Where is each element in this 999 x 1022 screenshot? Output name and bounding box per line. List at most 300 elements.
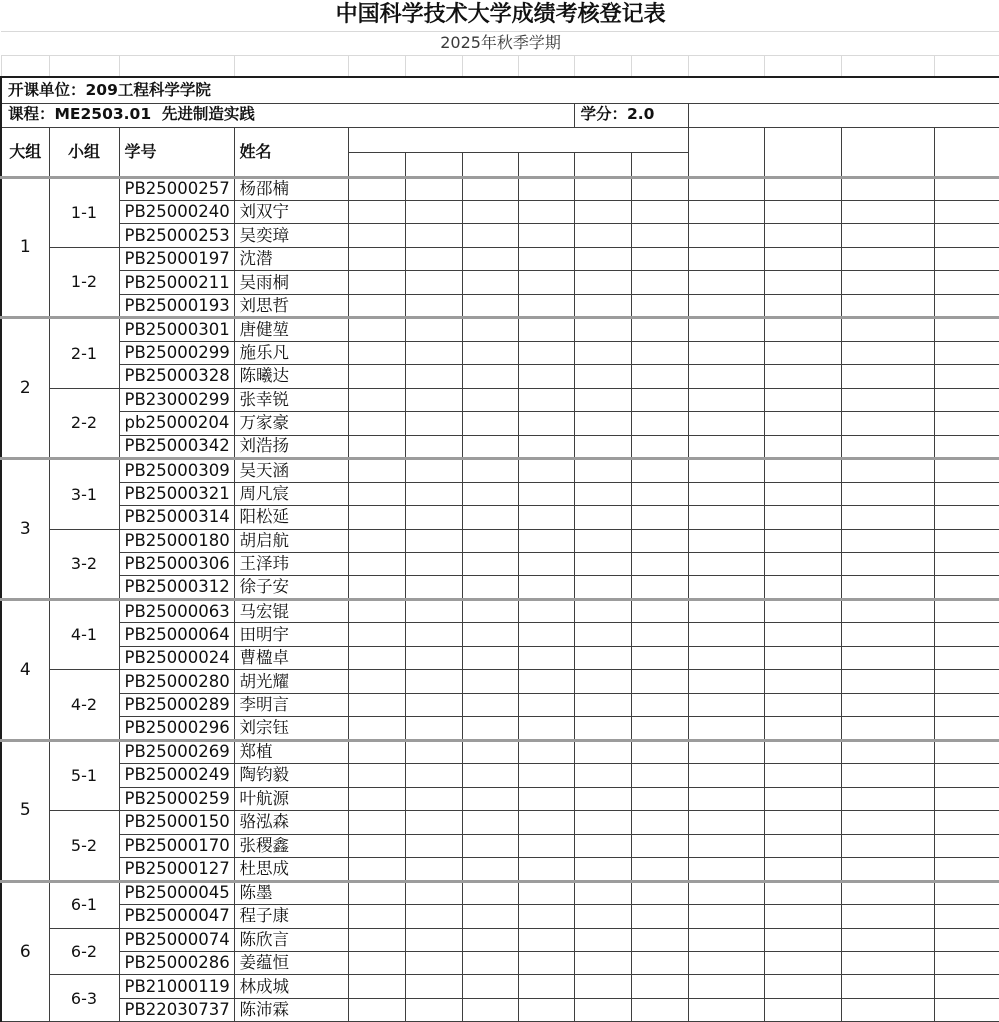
score-cell[interactable] — [462, 318, 518, 341]
score-cell[interactable] — [764, 365, 841, 388]
score-cell[interactable] — [405, 693, 462, 716]
score-cell[interactable] — [348, 459, 405, 482]
score-cell[interactable] — [574, 318, 631, 341]
score-cell[interactable] — [934, 975, 999, 998]
score-cell[interactable] — [841, 247, 934, 270]
score-cell[interactable] — [631, 271, 688, 294]
score-cell[interactable] — [631, 200, 688, 223]
score-cell[interactable] — [934, 670, 999, 693]
score-cell[interactable] — [764, 670, 841, 693]
score-cell[interactable] — [462, 646, 518, 669]
score-cell[interactable] — [764, 623, 841, 646]
score-cell[interactable] — [405, 787, 462, 810]
score-cell[interactable] — [462, 693, 518, 716]
score-cell[interactable] — [841, 294, 934, 317]
score-cell[interactable] — [934, 858, 999, 881]
score-cell[interactable] — [934, 623, 999, 646]
score-cell[interactable] — [688, 740, 764, 763]
score-cell[interactable] — [348, 881, 405, 904]
score-cell[interactable] — [764, 506, 841, 529]
score-cell[interactable] — [574, 787, 631, 810]
score-cell[interactable] — [841, 670, 934, 693]
score-cell[interactable] — [688, 599, 764, 622]
score-cell[interactable] — [574, 905, 631, 928]
score-cell[interactable] — [518, 365, 574, 388]
score-cell[interactable] — [934, 459, 999, 482]
score-cell[interactable] — [631, 834, 688, 857]
score-cell[interactable] — [348, 928, 405, 951]
score-cell[interactable] — [841, 599, 934, 622]
score-cell[interactable] — [405, 388, 462, 411]
score-cell[interactable] — [764, 388, 841, 411]
score-cell[interactable] — [462, 717, 518, 740]
score-cell[interactable] — [462, 787, 518, 810]
score-cell[interactable] — [574, 834, 631, 857]
score-cell[interactable] — [841, 365, 934, 388]
score-cell[interactable] — [518, 717, 574, 740]
score-cell[interactable] — [688, 975, 764, 998]
score-cell[interactable] — [405, 365, 462, 388]
score-cell[interactable] — [934, 247, 999, 270]
score-cell[interactable] — [934, 529, 999, 552]
score-cell[interactable] — [841, 318, 934, 341]
score-cell[interactable] — [462, 928, 518, 951]
score-cell[interactable] — [348, 200, 405, 223]
score-cell[interactable] — [462, 951, 518, 974]
score-cell[interactable] — [688, 341, 764, 364]
score-cell[interactable] — [764, 717, 841, 740]
score-cell[interactable] — [688, 881, 764, 904]
score-cell[interactable] — [631, 717, 688, 740]
score-cell[interactable] — [574, 951, 631, 974]
score-cell[interactable] — [631, 553, 688, 576]
score-cell[interactable] — [934, 482, 999, 505]
score-cell[interactable] — [631, 811, 688, 834]
score-cell[interactable] — [764, 435, 841, 458]
score-cell[interactable] — [688, 365, 764, 388]
score-cell[interactable] — [764, 951, 841, 974]
score-cell[interactable] — [631, 928, 688, 951]
score-cell[interactable] — [631, 764, 688, 787]
score-cell[interactable] — [688, 928, 764, 951]
score-cell[interactable] — [405, 858, 462, 881]
score-cell[interactable] — [462, 412, 518, 435]
score-cell[interactable] — [405, 905, 462, 928]
score-cell[interactable] — [405, 294, 462, 317]
score-cell[interactable] — [934, 294, 999, 317]
score-cell[interactable] — [518, 271, 574, 294]
score-cell[interactable] — [631, 529, 688, 552]
score-cell[interactable] — [841, 459, 934, 482]
score-cell[interactable] — [348, 646, 405, 669]
score-cell[interactable] — [631, 341, 688, 364]
score-cell[interactable] — [934, 646, 999, 669]
score-cell[interactable] — [518, 388, 574, 411]
score-cell[interactable] — [348, 858, 405, 881]
score-cell[interactable] — [462, 811, 518, 834]
score-cell[interactable] — [574, 693, 631, 716]
score-cell[interactable] — [518, 834, 574, 857]
score-cell[interactable] — [934, 787, 999, 810]
score-cell[interactable] — [764, 247, 841, 270]
score-cell[interactable] — [518, 670, 574, 693]
score-cell[interactable] — [764, 811, 841, 834]
score-cell[interactable] — [518, 412, 574, 435]
score-cell[interactable] — [841, 951, 934, 974]
score-cell[interactable] — [764, 271, 841, 294]
score-cell[interactable] — [688, 951, 764, 974]
score-cell[interactable] — [348, 318, 405, 341]
score-cell[interactable] — [574, 412, 631, 435]
score-cell[interactable] — [841, 576, 934, 599]
score-cell[interactable] — [631, 858, 688, 881]
score-cell[interactable] — [405, 553, 462, 576]
score-cell[interactable] — [688, 412, 764, 435]
score-cell[interactable] — [348, 576, 405, 599]
score-cell[interactable] — [574, 365, 631, 388]
score-cell[interactable] — [462, 482, 518, 505]
score-cell[interactable] — [574, 482, 631, 505]
score-cell[interactable] — [688, 834, 764, 857]
score-cell[interactable] — [518, 318, 574, 341]
score-cell[interactable] — [574, 811, 631, 834]
score-cell[interactable] — [348, 177, 405, 200]
score-cell[interactable] — [574, 200, 631, 223]
score-cell[interactable] — [348, 388, 405, 411]
score-cell[interactable] — [764, 975, 841, 998]
score-cell[interactable] — [764, 881, 841, 904]
score-cell[interactable] — [518, 200, 574, 223]
score-cell[interactable] — [688, 224, 764, 247]
score-cell[interactable] — [518, 693, 574, 716]
score-cell[interactable] — [518, 435, 574, 458]
score-cell[interactable] — [405, 412, 462, 435]
score-cell[interactable] — [688, 787, 764, 810]
score-cell[interactable] — [405, 717, 462, 740]
score-cell[interactable] — [405, 576, 462, 599]
score-cell[interactable] — [574, 975, 631, 998]
score-cell[interactable] — [405, 529, 462, 552]
score-cell[interactable] — [574, 881, 631, 904]
score-cell[interactable] — [462, 247, 518, 270]
score-cell[interactable] — [934, 998, 999, 1021]
score-cell[interactable] — [764, 318, 841, 341]
score-cell[interactable] — [688, 388, 764, 411]
score-cell[interactable] — [688, 670, 764, 693]
score-cell[interactable] — [631, 951, 688, 974]
score-cell[interactable] — [518, 177, 574, 200]
score-cell[interactable] — [841, 740, 934, 763]
score-cell[interactable] — [841, 811, 934, 834]
score-cell[interactable] — [841, 717, 934, 740]
score-cell[interactable] — [462, 341, 518, 364]
score-cell[interactable] — [934, 318, 999, 341]
score-cell[interactable] — [574, 553, 631, 576]
score-cell[interactable] — [348, 553, 405, 576]
score-cell[interactable] — [764, 412, 841, 435]
score-cell[interactable] — [518, 506, 574, 529]
score-cell[interactable] — [764, 341, 841, 364]
score-cell[interactable] — [934, 693, 999, 716]
score-cell[interactable] — [631, 177, 688, 200]
score-cell[interactable] — [631, 693, 688, 716]
score-cell[interactable] — [631, 388, 688, 411]
score-cell[interactable] — [934, 177, 999, 200]
score-cell[interactable] — [688, 998, 764, 1021]
score-cell[interactable] — [688, 693, 764, 716]
score-cell[interactable] — [462, 553, 518, 576]
score-cell[interactable] — [631, 294, 688, 317]
score-cell[interactable] — [934, 881, 999, 904]
score-cell[interactable] — [518, 811, 574, 834]
score-cell[interactable] — [574, 599, 631, 622]
score-cell[interactable] — [764, 294, 841, 317]
score-cell[interactable] — [348, 764, 405, 787]
score-cell[interactable] — [574, 998, 631, 1021]
score-cell[interactable] — [462, 764, 518, 787]
score-cell[interactable] — [631, 646, 688, 669]
score-cell[interactable] — [518, 881, 574, 904]
score-cell[interactable] — [841, 553, 934, 576]
score-cell[interactable] — [462, 834, 518, 857]
score-cell[interactable] — [631, 670, 688, 693]
score-cell[interactable] — [405, 951, 462, 974]
score-cell[interactable] — [518, 928, 574, 951]
score-cell[interactable] — [518, 998, 574, 1021]
score-cell[interactable] — [405, 435, 462, 458]
score-cell[interactable] — [348, 623, 405, 646]
score-cell[interactable] — [518, 951, 574, 974]
score-cell[interactable] — [405, 811, 462, 834]
score-cell[interactable] — [518, 787, 574, 810]
score-cell[interactable] — [934, 764, 999, 787]
score-cell[interactable] — [405, 670, 462, 693]
score-cell[interactable] — [405, 834, 462, 857]
score-cell[interactable] — [518, 294, 574, 317]
score-cell[interactable] — [841, 388, 934, 411]
score-cell[interactable] — [631, 435, 688, 458]
score-cell[interactable] — [764, 928, 841, 951]
score-cell[interactable] — [462, 365, 518, 388]
score-cell[interactable] — [934, 412, 999, 435]
score-cell[interactable] — [405, 599, 462, 622]
score-cell[interactable] — [934, 740, 999, 763]
score-cell[interactable] — [764, 764, 841, 787]
score-cell[interactable] — [764, 599, 841, 622]
score-cell[interactable] — [518, 740, 574, 763]
score-cell[interactable] — [574, 459, 631, 482]
score-cell[interactable] — [518, 459, 574, 482]
score-cell[interactable] — [841, 200, 934, 223]
score-cell[interactable] — [348, 975, 405, 998]
score-cell[interactable] — [518, 764, 574, 787]
score-cell[interactable] — [518, 576, 574, 599]
score-cell[interactable] — [348, 247, 405, 270]
score-cell[interactable] — [841, 834, 934, 857]
score-cell[interactable] — [574, 506, 631, 529]
score-cell[interactable] — [934, 717, 999, 740]
score-cell[interactable] — [631, 787, 688, 810]
score-cell[interactable] — [405, 764, 462, 787]
score-cell[interactable] — [841, 693, 934, 716]
score-cell[interactable] — [518, 905, 574, 928]
score-cell[interactable] — [518, 224, 574, 247]
score-cell[interactable] — [841, 341, 934, 364]
score-cell[interactable] — [841, 998, 934, 1021]
score-cell[interactable] — [348, 905, 405, 928]
score-cell[interactable] — [764, 576, 841, 599]
score-cell[interactable] — [348, 294, 405, 317]
score-cell[interactable] — [841, 506, 934, 529]
score-cell[interactable] — [348, 341, 405, 364]
score-cell[interactable] — [688, 623, 764, 646]
score-cell[interactable] — [934, 388, 999, 411]
score-cell[interactable] — [405, 341, 462, 364]
score-cell[interactable] — [631, 318, 688, 341]
score-cell[interactable] — [348, 717, 405, 740]
score-cell[interactable] — [688, 717, 764, 740]
score-cell[interactable] — [405, 200, 462, 223]
score-cell[interactable] — [348, 529, 405, 552]
score-cell[interactable] — [574, 670, 631, 693]
score-cell[interactable] — [631, 975, 688, 998]
score-cell[interactable] — [348, 787, 405, 810]
score-cell[interactable] — [348, 811, 405, 834]
score-cell[interactable] — [631, 224, 688, 247]
score-cell[interactable] — [518, 646, 574, 669]
score-cell[interactable] — [405, 623, 462, 646]
score-cell[interactable] — [405, 177, 462, 200]
score-cell[interactable] — [348, 365, 405, 388]
score-cell[interactable] — [934, 928, 999, 951]
score-cell[interactable] — [688, 905, 764, 928]
score-cell[interactable] — [405, 271, 462, 294]
score-cell[interactable] — [518, 341, 574, 364]
score-cell[interactable] — [462, 905, 518, 928]
score-cell[interactable] — [841, 905, 934, 928]
score-cell[interactable] — [462, 670, 518, 693]
score-cell[interactable] — [348, 834, 405, 857]
score-cell[interactable] — [462, 224, 518, 247]
score-cell[interactable] — [405, 247, 462, 270]
score-cell[interactable] — [841, 928, 934, 951]
score-cell[interactable] — [934, 811, 999, 834]
score-cell[interactable] — [764, 834, 841, 857]
score-cell[interactable] — [934, 506, 999, 529]
score-cell[interactable] — [841, 482, 934, 505]
score-cell[interactable] — [688, 318, 764, 341]
score-cell[interactable] — [764, 200, 841, 223]
score-cell[interactable] — [518, 482, 574, 505]
score-cell[interactable] — [405, 975, 462, 998]
score-cell[interactable] — [574, 717, 631, 740]
score-cell[interactable] — [764, 177, 841, 200]
score-cell[interactable] — [348, 412, 405, 435]
score-cell[interactable] — [405, 459, 462, 482]
score-cell[interactable] — [405, 881, 462, 904]
score-cell[interactable] — [764, 787, 841, 810]
score-cell[interactable] — [462, 599, 518, 622]
score-cell[interactable] — [934, 365, 999, 388]
score-cell[interactable] — [934, 200, 999, 223]
score-cell[interactable] — [631, 998, 688, 1021]
score-cell[interactable] — [631, 881, 688, 904]
score-cell[interactable] — [764, 905, 841, 928]
score-cell[interactable] — [688, 247, 764, 270]
score-cell[interactable] — [688, 858, 764, 881]
score-cell[interactable] — [841, 623, 934, 646]
score-cell[interactable] — [764, 740, 841, 763]
score-cell[interactable] — [841, 412, 934, 435]
score-cell[interactable] — [841, 435, 934, 458]
score-cell[interactable] — [574, 177, 631, 200]
score-cell[interactable] — [631, 506, 688, 529]
score-cell[interactable] — [631, 459, 688, 482]
score-cell[interactable] — [405, 224, 462, 247]
score-cell[interactable] — [688, 294, 764, 317]
score-cell[interactable] — [841, 529, 934, 552]
score-cell[interactable] — [574, 294, 631, 317]
score-cell[interactable] — [688, 576, 764, 599]
score-cell[interactable] — [574, 858, 631, 881]
score-cell[interactable] — [462, 529, 518, 552]
score-cell[interactable] — [462, 623, 518, 646]
score-cell[interactable] — [518, 553, 574, 576]
score-cell[interactable] — [405, 506, 462, 529]
score-cell[interactable] — [462, 435, 518, 458]
score-cell[interactable] — [574, 576, 631, 599]
score-cell[interactable] — [764, 646, 841, 669]
score-cell[interactable] — [462, 200, 518, 223]
score-cell[interactable] — [348, 482, 405, 505]
score-cell[interactable] — [934, 834, 999, 857]
score-cell[interactable] — [841, 764, 934, 787]
score-cell[interactable] — [405, 928, 462, 951]
score-cell[interactable] — [764, 224, 841, 247]
score-cell[interactable] — [348, 599, 405, 622]
score-cell[interactable] — [841, 224, 934, 247]
score-cell[interactable] — [518, 599, 574, 622]
score-cell[interactable] — [574, 928, 631, 951]
score-cell[interactable] — [631, 740, 688, 763]
score-cell[interactable] — [348, 998, 405, 1021]
score-cell[interactable] — [841, 646, 934, 669]
score-cell[interactable] — [688, 459, 764, 482]
score-cell[interactable] — [934, 951, 999, 974]
score-cell[interactable] — [764, 529, 841, 552]
score-cell[interactable] — [574, 646, 631, 669]
score-cell[interactable] — [462, 975, 518, 998]
score-cell[interactable] — [574, 271, 631, 294]
score-cell[interactable] — [934, 435, 999, 458]
score-cell[interactable] — [462, 740, 518, 763]
score-cell[interactable] — [841, 271, 934, 294]
score-cell[interactable] — [934, 271, 999, 294]
score-cell[interactable] — [688, 271, 764, 294]
score-cell[interactable] — [688, 200, 764, 223]
score-cell[interactable] — [631, 576, 688, 599]
score-cell[interactable] — [574, 388, 631, 411]
score-cell[interactable] — [348, 435, 405, 458]
score-cell[interactable] — [518, 247, 574, 270]
score-cell[interactable] — [688, 553, 764, 576]
score-cell[interactable] — [462, 998, 518, 1021]
score-cell[interactable] — [405, 318, 462, 341]
score-cell[interactable] — [688, 506, 764, 529]
score-cell[interactable] — [348, 740, 405, 763]
score-cell[interactable] — [462, 506, 518, 529]
score-cell[interactable] — [348, 670, 405, 693]
